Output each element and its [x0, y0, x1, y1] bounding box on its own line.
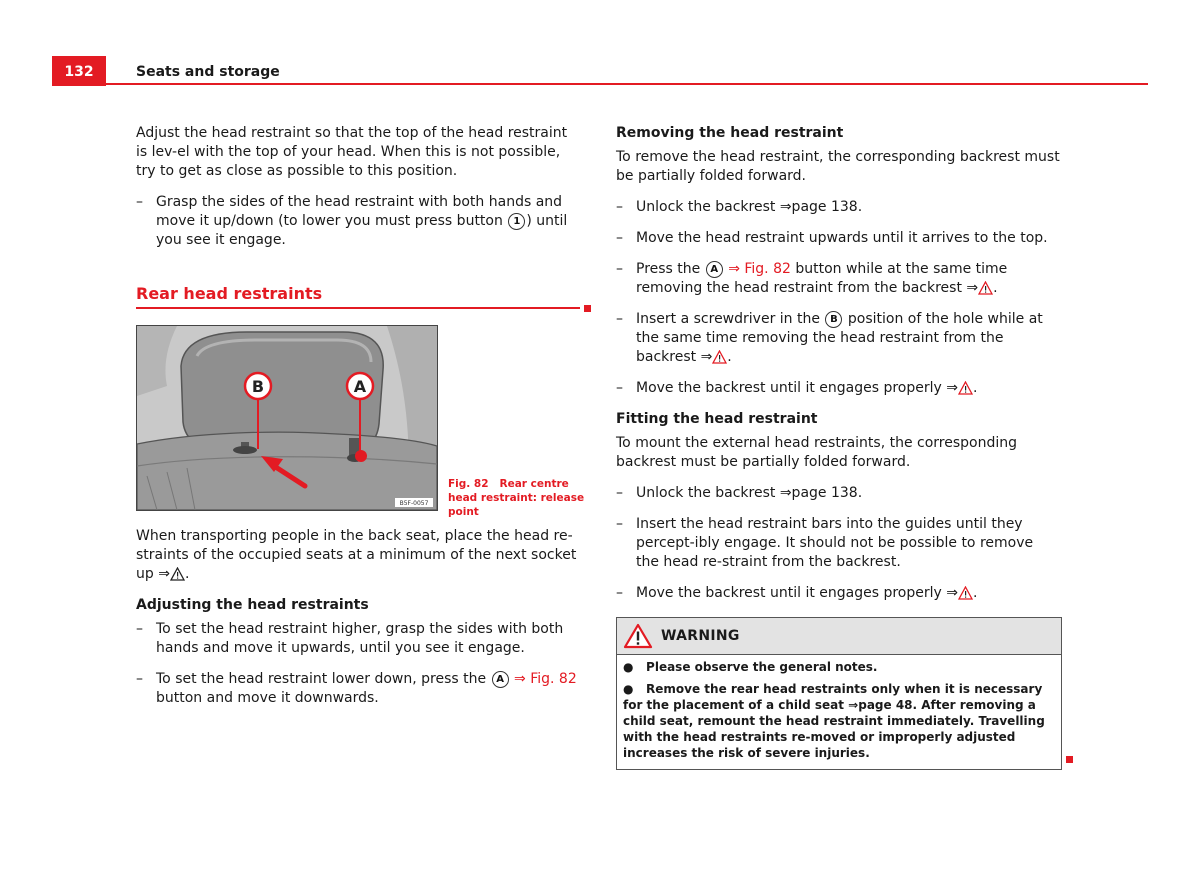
bullet-text: To set the head restraint lower down, press the: [156, 671, 491, 687]
warning-triangle-icon: [170, 567, 185, 581]
callout-1-badge: 1: [508, 213, 525, 230]
dash-marker: –: [616, 261, 623, 277]
dash-marker: –: [616, 199, 623, 215]
intro-paragraph: Adjust the head restraint so that the top of the head restraint is lev-el with the top of your head. When this is not possible, try to get as close as possible to this position.: [136, 125, 568, 179]
bullet-text: Move the backrest until it engages properly ⇒: [636, 380, 958, 396]
bullet-text: Press the: [636, 261, 705, 277]
warning-triangle-icon: [712, 350, 727, 364]
dash-marker: –: [616, 516, 623, 532]
bullet-text: Insert the head restraint bars into the guides until they percept-ibly engage. It should not be possible to remove the head re-straint from the backrest.: [636, 516, 1034, 570]
period: .: [184, 566, 190, 582]
warning-text: Please observe the general notes.: [646, 660, 878, 674]
bullet-text: Insert a screwdriver in the: [636, 311, 825, 327]
dash-marker: –: [616, 485, 623, 501]
bullet-text: ) until you see it engage.: [156, 213, 568, 248]
period: .: [973, 380, 978, 396]
left-column: [136, 124, 585, 720]
page-number: 132: [52, 56, 106, 86]
list-item: [616, 260, 1060, 298]
dash-marker: –: [136, 621, 143, 637]
dash-marker: –: [616, 311, 623, 327]
callout-a-badge: A: [492, 671, 509, 688]
warning-text: Remove the rear head restraints only when it is necessary for the placement of a child seat ⇒page 48. After removing a child seat, remount the head restraint immediately. Travelling with the head restraints re-moved or improperly adjusted increases the risk of severe injuries.: [623, 682, 1045, 760]
bullet-text[interactable]: Unlock the backrest ⇒page 138.: [636, 199, 863, 215]
caption-text: Rear centre head restraint: release point: [448, 478, 585, 518]
section-end-icon: [584, 305, 591, 312]
bullet-dot-icon: ●: [623, 682, 634, 696]
warning-triangle-icon: [958, 586, 973, 600]
section-rule: [136, 307, 580, 309]
dash-marker: –: [616, 585, 623, 601]
removing-title: Removing the head restraint: [616, 125, 844, 141]
period: .: [973, 585, 978, 601]
dash-marker: –: [136, 671, 143, 687]
period: .: [993, 280, 998, 296]
chapter-title: Seats and storage: [136, 64, 280, 80]
bullet-text: button while at the same time removing the head restraint from the backrest ⇒: [636, 261, 1008, 296]
callout-b-badge: B: [825, 311, 842, 328]
removing-intro: To remove the head restraint, the corresponding backrest must be partially folded forward.: [616, 149, 1060, 184]
list-item: [136, 193, 580, 250]
transport-text: When transporting people in the back seat, place the head re-straints of the occupied seats at a minimum of the next socket up: [136, 528, 577, 582]
right-column: [616, 124, 1060, 770]
bullet-text: Grasp the sides of the head restraint with both hands and move it up/down (to lower you must press button: [156, 194, 563, 229]
warning-triangle-icon: [978, 281, 993, 295]
figure-container: [136, 325, 585, 518]
figure-82: [136, 325, 438, 511]
transport-paragraph: [136, 527, 580, 584]
warning-box: [616, 617, 1062, 770]
figure-link[interactable]: ⇒ Fig. 82: [514, 671, 577, 687]
bullet-dot-icon: ●: [623, 660, 634, 674]
fitting-intro: To mount the external head restraints, the corresponding backrest must be partially folded forward.: [616, 435, 1018, 470]
list-item: [616, 515, 1060, 572]
warning-item: [623, 659, 1055, 675]
list-item: [616, 379, 1060, 398]
figure-caption: [448, 477, 588, 519]
warning-triangle-icon: [623, 623, 653, 649]
callout-b-label: B: [251, 377, 265, 396]
list-item: [136, 620, 580, 658]
period: .: [727, 349, 732, 365]
adjusting-title: Adjusting the head restraints: [136, 597, 369, 613]
dash-marker: –: [616, 380, 623, 396]
bullet-text: button and move it downwards.: [156, 690, 379, 706]
list-item: [136, 670, 580, 708]
warning-header: [617, 618, 1061, 655]
section-title: Rear head restraints: [136, 284, 323, 303]
dash-marker: –: [616, 230, 623, 246]
figure-code: B5F-0057: [399, 500, 429, 507]
warning-item: [623, 681, 1055, 761]
warning-body: [617, 655, 1061, 769]
list-item: [616, 484, 1060, 503]
bullet-text: Move the backrest until it engages properly ⇒: [636, 585, 958, 601]
cross-ref[interactable]: ⇒: [158, 566, 170, 582]
list-item: [616, 229, 1060, 248]
caption-number: Fig. 82: [448, 478, 489, 490]
warning-label: WARNING: [661, 627, 740, 644]
section-end-icon: [1066, 756, 1073, 763]
callout-a-badge: A: [706, 261, 723, 278]
bullet-text: position of the hole while at the same time removing the head restraint from the backrest ⇒: [636, 311, 1043, 365]
warning-triangle-icon: [958, 381, 973, 395]
figure-link[interactable]: ⇒ Fig. 82: [728, 261, 791, 277]
fitting-title: Fitting the head restraint: [616, 411, 818, 427]
bullet-text: Move the head restraint upwards until it arrives to the top.: [636, 230, 1048, 246]
bullet-text[interactable]: Unlock the backrest ⇒page 138.: [636, 485, 863, 501]
list-item: [616, 198, 1060, 217]
list-item: [616, 310, 1060, 367]
bullet-text: To set the head restraint higher, grasp the sides with both hands and move it upwards, until you see it engage.: [156, 621, 564, 656]
dash-marker: –: [136, 194, 143, 210]
callout-a-label: A: [353, 377, 367, 396]
header-rule: [106, 83, 1148, 85]
list-item: [616, 584, 1060, 603]
head-restraint-illustration-icon: [137, 326, 437, 510]
